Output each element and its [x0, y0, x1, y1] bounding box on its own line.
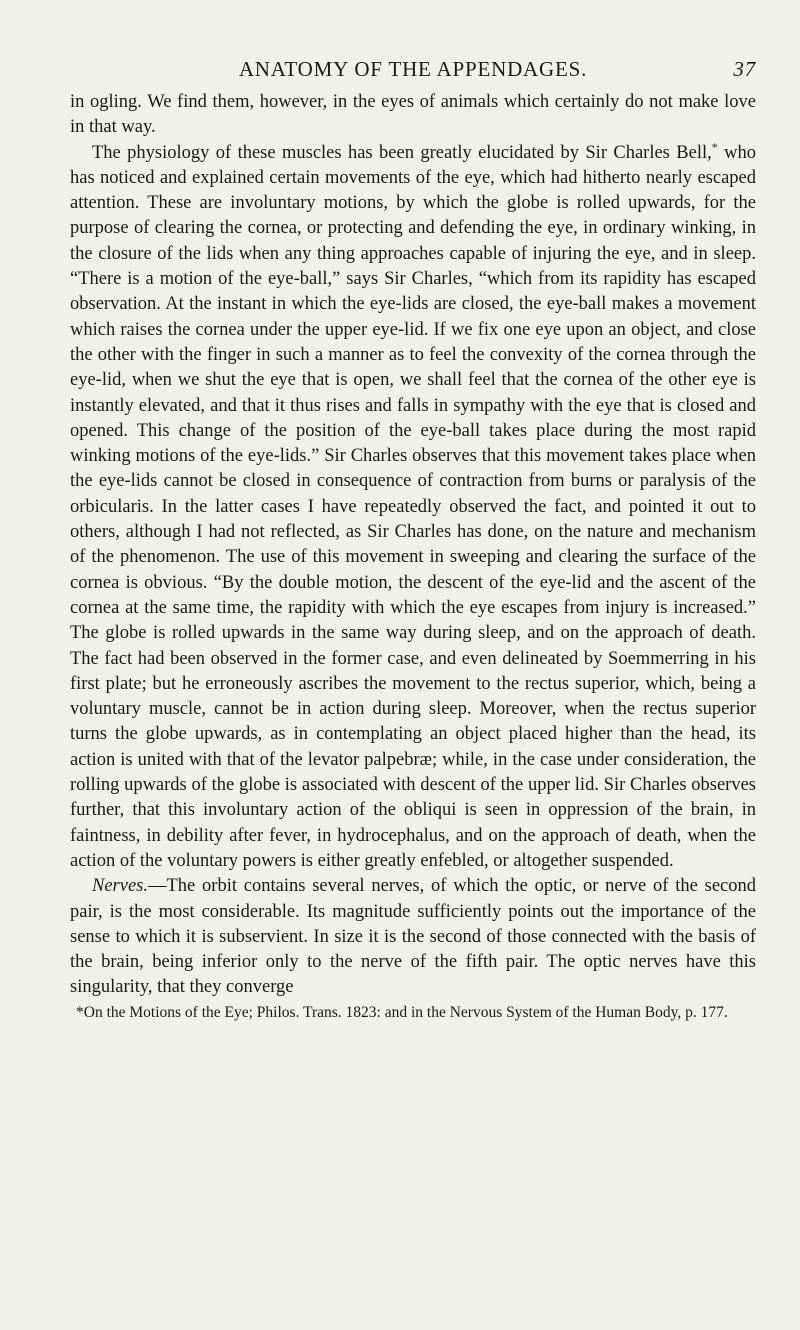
paragraph-1: in ogling. We find them, however, in the eyes of animals which certainly do not make love in that way. [70, 92, 756, 138]
running-head [70, 52, 756, 86]
running-head-title: ANATOMY OF THE APPENDAGES. [238, 57, 588, 81]
paragraph-2 [70, 141, 756, 875]
paragraph-3 [70, 874, 756, 1000]
page-number: 37 [733, 57, 756, 81]
body-text [70, 90, 756, 1023]
footnote: *On the Motions of the Eye; Philos. Trans. 1823: and in the Nervous System of the Human Body, p. 177. [76, 1003, 728, 1021]
section-heading-nerves: Nerves. [92, 876, 148, 897]
paragraph-3-text: —The orbit contains several nerves, of which the optic, or nerve of the second pair, is the most considerable. Its magnitude sufficiently points out the importance of the sense to which it is subservient. In size it is the second of those connected with the basis of the brain, being inferior only to the nerve of the fifth pair. The optic nerves have this singularity, that they converge [70, 876, 756, 998]
footnote-marker: * [711, 139, 718, 154]
paragraph-2-part-b: who has noticed and explained certain movements of the eye, which had hitherto nearly escaped attention. These are involuntary motions, by which the globe is rolled upwards, for the purpose of clearing the cornea, or protecting and defending the eye, in ordinary winking, in the closure of the lids when any thing approaches capable of injuring the eye, and in sleep. “There is a motion of the eye-ball,” says Sir Charles, “which from its rapidity has escaped observation. At the instant in which the eye-lids are closed, the eye-ball makes a movement which raises the cornea under the upper eye-lid. If we fix one eye upon an object, and close the other with the finger in such a manner as to feel the convexity of the cornea through the eye-lid, when we shut the eye that is open, we shall feel that the cornea of the other eye is instantly elevated, and that it thus rises and falls in sympathy with the eye that is closed and opened. This change of the position of the eye-ball takes place during the most rapid winking motions of the eye-lids.” Sir Charles observes that this movement takes place when the eye-lids cannot be closed in consequence of contraction from burns or paralysis of the orbicularis. In the latter cases I have repeatedly observed the fact, and pointed it out to others, although I had not reflected, as Sir Charles has done, on the nature and mechanism of the phenomenon. The use of this movement in sweeping and clearing the surface of the cornea is obvious. “By the double motion, the descent of the eye-lid and the ascent of the cornea at the same time, the rapidity with which the eye escapes from injury is increased.” The globe is rolled upwards in the same way during sleep, and on the approach of death. The fact had been observed in the former case, and even delineated by Soemmerring in his first plate; but he erroneously ascribes the movement to the rectus superior, which, being a voluntary muscle, cannot be in action during sleep. Moreover, when the rectus superior turns the globe upwards, as in contemplating an object placed higher than the head, its action is united with that of the levator palpebræ; while, in the case under consideration, the rolling upwards of the globe is associated with descent of the upper lid. Sir Charles observes further, that this involuntary action of the obliqui is seen in oppression of the brain, in faintness, in debility after fever, in hydrocephalus, and on the approach of death, when the action of the voluntary powers is either greatly enfebled, or altogether suspended. [70, 142, 756, 871]
paragraph-2-part-a: The physiology of these muscles has been greatly elucidated by Sir Charles Bell, [92, 142, 712, 163]
